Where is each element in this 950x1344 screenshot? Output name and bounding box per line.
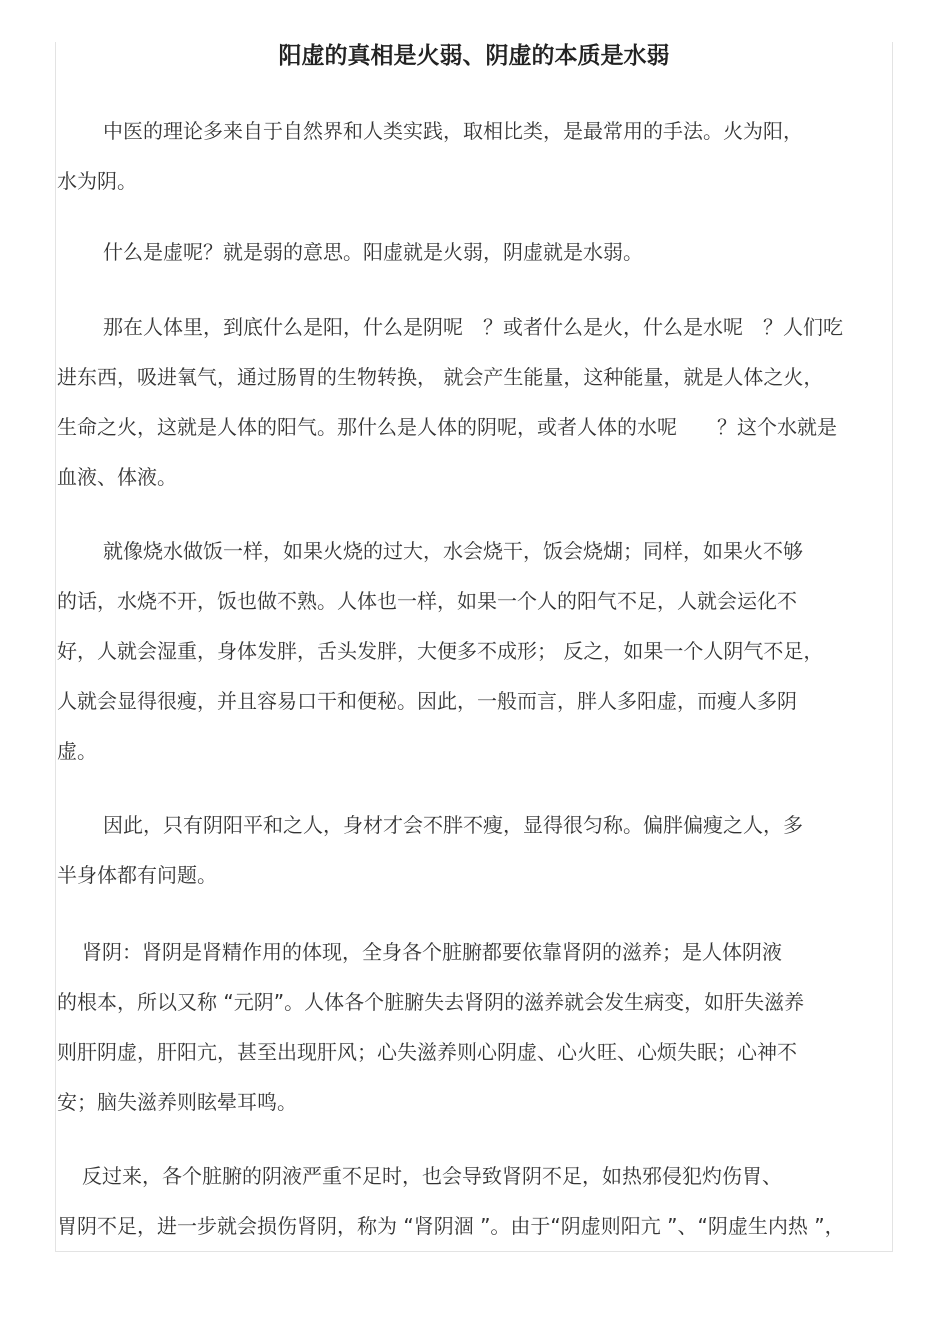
paragraph-line: 半身体都有问题。 <box>57 863 217 887</box>
paragraph-2 <box>57 227 891 277</box>
paragraph-line: 人就会显得很瘦，并且容易口干和便秘。因此，一般而言，胖人多阳虚，而瘦人多阴 <box>57 689 797 713</box>
paragraph-4 <box>57 526 891 776</box>
document-title: 阳虚的真相是火弱、阴虚的本质是水弱 <box>278 43 670 69</box>
paragraph-6 <box>57 927 891 1127</box>
paragraph-line: 的话，水烧不开，饭也做不熟。人体也一样，如果一个人的阳气不足，人就会运化不 <box>57 589 797 613</box>
paragraph-line: 安；脑失滋养则眩晕耳鸣。 <box>57 1090 297 1114</box>
paragraph-line: 反过来，各个脏腑的阴液严重不足时，也会导致肾阴不足，如热邪侵犯灼伤胃、 <box>82 1164 782 1188</box>
paragraph-line: 进东西，吸进氧气，通过肠胃的生物转换， 就会产生能量，这种能量，就是人体之火， <box>57 365 824 389</box>
paragraph-line: 就像烧水做饭一样，如果火烧的过大，水会烧干，饭会烧煳；同样，如果火不够 <box>103 539 803 563</box>
paragraph-1 <box>57 106 891 206</box>
paragraph-3 <box>57 302 891 502</box>
paragraph-line: 水为阴。 <box>57 169 137 193</box>
paragraph-line: 因此，只有阴阳平和之人，身材才会不胖不瘦，显得很匀称。偏胖偏瘦之人，多 <box>103 813 803 837</box>
paragraph-line: 则肝阴虚，肝阳亢，甚至出现肝风；心失滋养则心阴虚、心火旺、心烦失眠；心神不 <box>57 1040 797 1064</box>
paragraph-line: 虚。 <box>57 739 97 763</box>
paragraph-line: 那在人体里，到底什么是阳，什么是阴呢 ？或者什么是火，什么是水呢 ？人们吃 <box>103 315 843 339</box>
paragraph-line: 中医的理论多来自于自然界和人类实践，取相比类，是最常用的手法。火为阳， <box>103 119 803 143</box>
paragraph-line: 肾阴：肾阴是肾精作用的体现，全身各个脏腑都要依靠肾阴的滋养；是人体阴液 <box>82 940 782 964</box>
paragraph-line: 什么是虚呢？就是弱的意思。阳虚就是火弱，阴虚就是水弱。 <box>103 240 643 264</box>
paragraph-line: 的根本，所以又称 “元阴”。人体各个脏腑失去肾阴的滋养就会发生病变，如肝失滋养 <box>57 990 805 1014</box>
paragraph-line: 好，人就会湿重，身体发胖，舌头发胖，大便多不成形； 反之，如果一个人阴气不足， <box>57 639 824 663</box>
paragraph-line: 血液、体液。 <box>57 465 177 489</box>
paragraph-line: 胃阴不足，进一步就会损伤肾阴，称为 “肾阴涸 ”。由于“阴虚则阳亢 ”、“阴虚生内热 ”， <box>57 1214 845 1238</box>
paragraph-line: 生命之火，这就是人体的阳气。那什么是人体的阴呢，或者人体的水呢 ？这个水就是 <box>57 415 837 439</box>
paragraph-7 <box>57 1151 891 1251</box>
paragraph-5 <box>57 800 891 900</box>
